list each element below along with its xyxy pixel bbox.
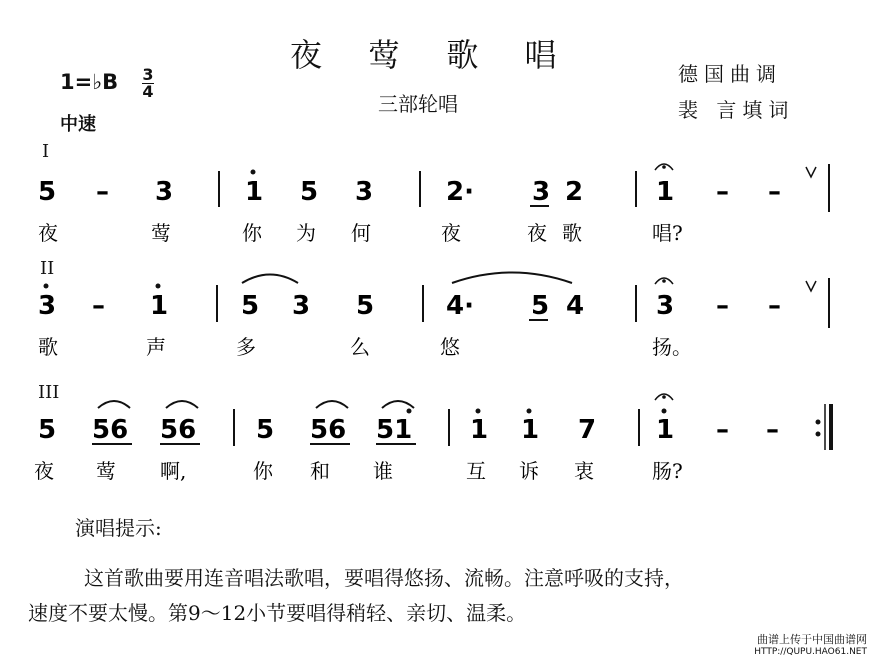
time-signature-bottom: 4 [142,82,154,101]
lyric: 诉 [519,459,539,483]
breath-mark [806,167,816,177]
note: 56 [310,415,347,445]
note: – [766,415,779,445]
note: 5 [256,415,275,445]
slur [242,275,298,284]
note: 1 [521,415,540,445]
high-dot [662,409,667,414]
note: 1 [656,415,675,445]
note: 5 [38,177,57,207]
part-label-2: II [40,258,55,279]
lyric: 悠 [440,335,460,359]
note: 56 [160,415,197,445]
song-subtitle: 三部轮唱 [378,92,458,116]
lyric: 歌 [562,221,582,245]
high-dot [156,284,161,289]
high-dot [44,284,49,289]
lyric: 何 [351,221,371,245]
breath-mark [806,281,816,291]
lyric: 你 [253,459,273,483]
high-dot [476,409,481,414]
note: – [96,177,109,207]
note: 3 [292,291,311,321]
high-dot [251,170,256,175]
note: 3 [532,177,551,207]
key-signature: 1=♭B [60,70,119,94]
time-signature-top: 3 [142,65,154,84]
note: 1 [150,291,169,321]
watermark-line-1: 曲谱上传于中国曲谱网 [757,633,867,646]
note: – [92,291,105,321]
part-label-1: I [42,141,50,162]
lyrics-row-1 [38,221,683,245]
lyric: 啊, [160,459,187,483]
lyrics-credit: 裴 言填词 [678,98,795,122]
note: 3 [355,177,374,207]
note: 3 [38,291,57,321]
note: 1 [656,177,675,207]
music-credit: 德国曲调 [678,62,782,86]
slur [166,401,198,408]
watermark [754,631,867,657]
slur [316,401,348,408]
note: 4· [446,291,474,321]
lyric: 夜 [34,459,54,483]
lyric: 肠? [652,459,683,483]
part-label-3: III [38,382,60,403]
lyric: 扬。 [652,335,692,359]
lyric: 多 [236,335,256,359]
note: 5 [241,291,260,321]
lyric: 夜 [441,221,461,245]
slur [382,401,414,408]
note: 2 [565,177,584,207]
lyric: 夜 [38,221,58,245]
lyric: 和 [310,459,330,483]
lyrics-row-2 [38,335,692,359]
lyric: 为 [296,221,316,245]
lyric: 么 [350,335,370,359]
note: 5 [356,291,375,321]
lyric: 衷 [574,459,594,483]
notes-row-3 [38,394,831,450]
lyric: 你 [242,221,262,245]
notes-row-1 [38,164,829,212]
note: – [768,291,781,321]
slur [452,273,572,284]
tips-heading: 演唱提示: [75,516,162,540]
tips-line-2: 速度不要太慢。第9～12小节要唱得稍轻、亲切、温柔。 [28,601,527,625]
repeat-dot [816,420,821,425]
note: 5 [300,177,319,207]
slur [98,401,130,408]
note: 5 [531,291,550,321]
note: – [716,177,729,207]
note: 5 [38,415,57,445]
note: 3 [656,291,675,321]
note: – [716,291,729,321]
lyric: 谁 [373,459,393,483]
repeat-dot [816,432,821,437]
note: 1 [245,177,264,207]
note: 1 [470,415,489,445]
high-dot [527,409,532,414]
lyric: 歌 [38,335,58,359]
high-dot [407,409,412,414]
note: 56 [92,415,129,445]
lyric: 夜 [527,221,547,245]
lyric: 莺 [151,221,171,245]
song-title: 夜 莺 歌 唱 [290,36,575,74]
lyric: 互 [466,459,486,483]
tips-line-1: 这首歌曲要用连音唱法歌唱，要唱得悠扬、流畅。注意呼吸的支持， [84,566,684,590]
note: – [716,415,729,445]
note: – [768,177,781,207]
tempo-marking: 中速 [60,114,96,135]
note: 3 [155,177,174,207]
note: 51 [376,415,413,445]
lyric: 莺 [96,459,116,483]
note: 4 [566,291,585,321]
watermark-line-2: HTTP://QUPU.HAO61.NET [754,647,867,657]
lyric: 唱? [652,221,683,245]
lyric: 声 [146,335,166,359]
notes-row-2 [38,273,829,329]
lyrics-row-3 [34,459,683,483]
note: 2· [446,177,474,207]
note: 7 [578,415,597,445]
